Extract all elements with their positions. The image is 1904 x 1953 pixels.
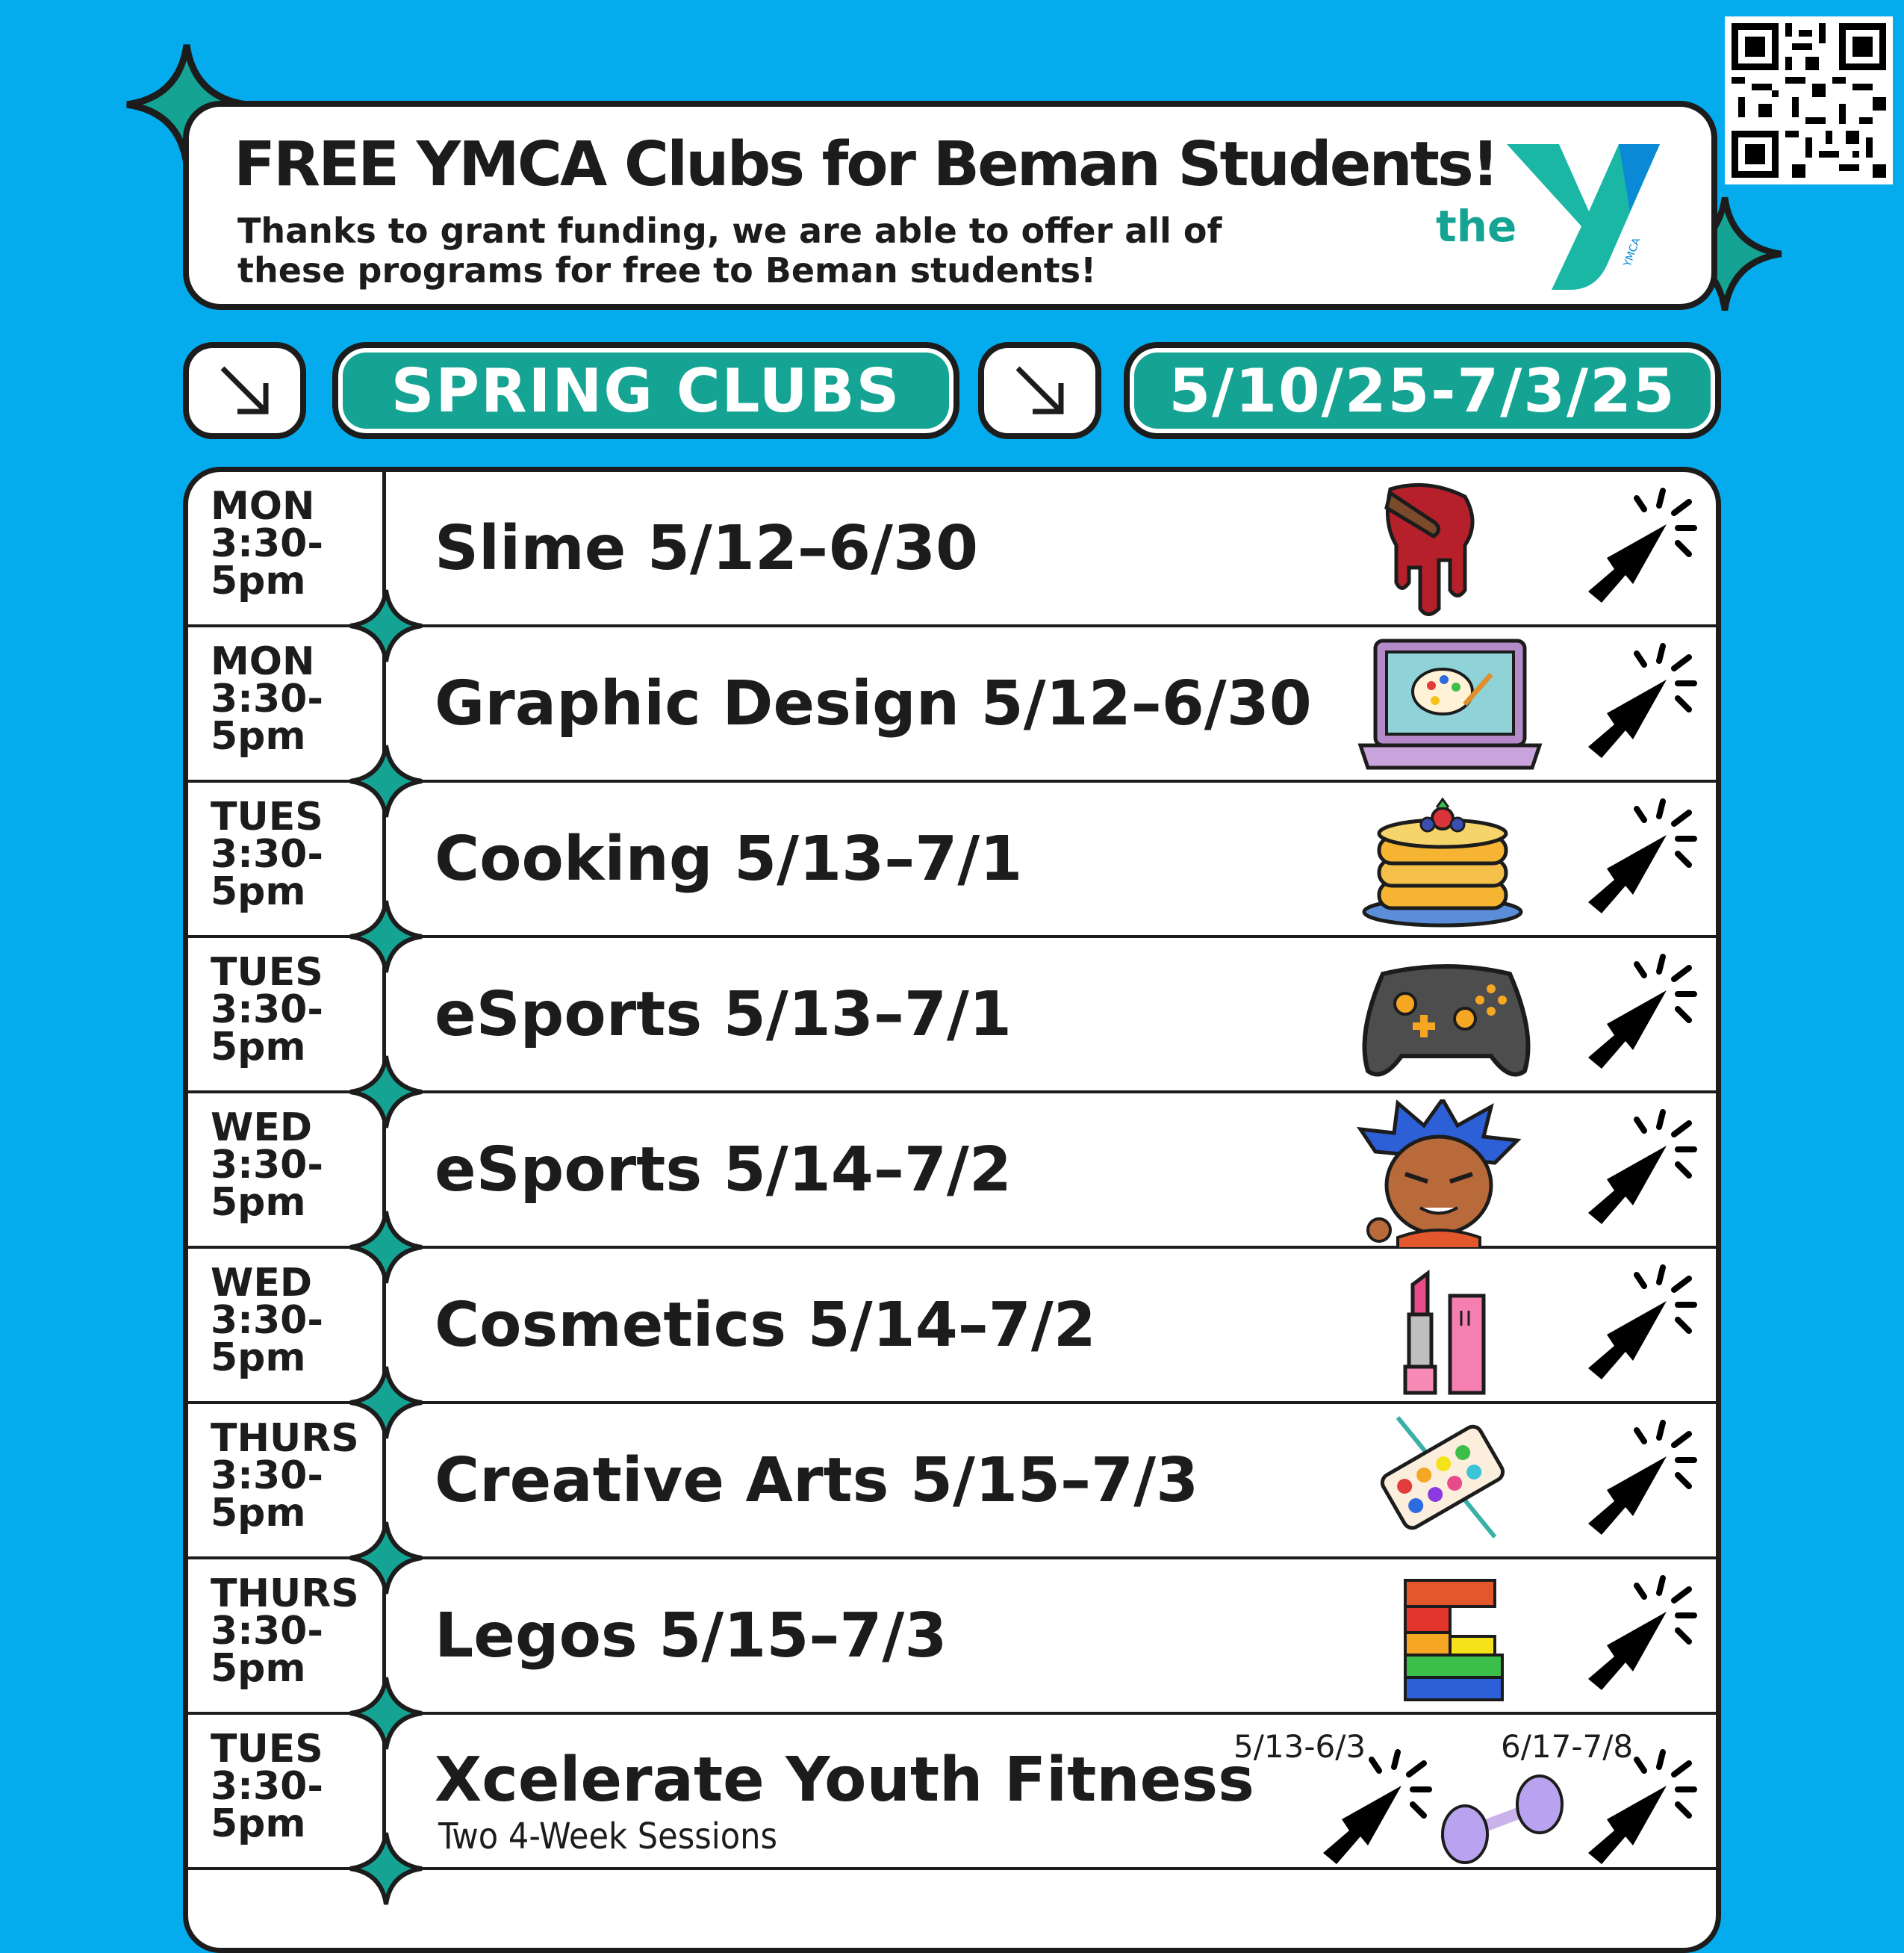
divider-diamond-icon xyxy=(345,1672,427,1754)
anime-character-icon xyxy=(1353,1099,1525,1249)
game-controller-icon xyxy=(1353,944,1540,1086)
time-start: 3:30- xyxy=(211,677,323,721)
header-card xyxy=(183,101,1717,310)
arrow-box-middle xyxy=(978,342,1101,439)
dumbbell-icon xyxy=(1413,1767,1584,1864)
time-end: 5pm xyxy=(211,1801,306,1846)
day-label: TUES xyxy=(211,1727,323,1772)
time-start: 3:30- xyxy=(211,1453,323,1498)
date-range-pill: 5/10/25-7/3/25 xyxy=(1124,342,1721,439)
divider-diamond-icon xyxy=(345,585,427,667)
click-cursor-icon[interactable] xyxy=(1573,1574,1700,1701)
laptop-palette-icon xyxy=(1353,633,1547,775)
club-name: Cooking 5/13–7/1 xyxy=(435,824,1023,895)
session-2-label: 6/17-7/8 xyxy=(1501,1728,1634,1765)
click-cursor-icon[interactable] xyxy=(1573,1108,1700,1235)
click-cursor-icon[interactable] xyxy=(1573,1264,1700,1391)
club-sub-label: Two 4-Week Sessions xyxy=(438,1816,778,1857)
arrow-down-right-icon xyxy=(215,361,275,420)
club-name: Graphic Design 5/12–6/30 xyxy=(435,668,1312,739)
time-end: 5pm xyxy=(211,1491,306,1536)
session-1-label: 5/13-6/3 xyxy=(1233,1728,1366,1765)
paint-palette-icon xyxy=(1353,1410,1525,1552)
time-end: 5pm xyxy=(211,1180,306,1225)
time-start: 3:30- xyxy=(211,1609,323,1654)
day-label: THURS xyxy=(211,1571,359,1616)
qr-code-icon[interactable] xyxy=(1725,16,1893,184)
divider-diamond-icon xyxy=(345,895,427,978)
time-end: 5pm xyxy=(211,1646,306,1691)
click-cursor-icon[interactable] xyxy=(1573,487,1700,614)
click-cursor-icon[interactable] xyxy=(1573,1748,1700,1875)
club-name: Xcelerate Youth Fitness xyxy=(435,1745,1254,1816)
time-end: 5pm xyxy=(211,1025,306,1069)
divider-diamond-icon xyxy=(345,1051,427,1133)
time-end: 5pm xyxy=(211,869,306,914)
day-label: MON xyxy=(211,484,315,529)
day-label: WED xyxy=(211,1261,313,1305)
arrow-box-left xyxy=(183,342,306,439)
divider-diamond-icon xyxy=(345,1361,427,1444)
day-label: TUES xyxy=(211,950,323,995)
click-cursor-icon[interactable] xyxy=(1573,642,1700,769)
click-cursor-icon[interactable] xyxy=(1573,1419,1700,1546)
divider-diamond-icon xyxy=(345,1517,427,1599)
divider-diamond-icon xyxy=(345,1206,427,1288)
day-label: THURS xyxy=(211,1416,359,1461)
pancakes-icon xyxy=(1353,789,1532,931)
day-label: TUES xyxy=(211,795,323,839)
time-start: 3:30- xyxy=(211,521,323,566)
season-pill: SPRING CLUBS xyxy=(332,342,959,439)
divider-diamond-icon xyxy=(345,1828,427,1910)
club-name: Slime 5/12–6/30 xyxy=(435,513,979,584)
time-start: 3:30- xyxy=(211,987,323,1032)
lego-bricks-icon xyxy=(1353,1565,1525,1707)
ymca-logo-icon xyxy=(1428,122,1675,301)
time-start: 3:30- xyxy=(211,1298,323,1343)
lipstick-icon xyxy=(1353,1255,1525,1397)
club-name: eSports 5/14–7/2 xyxy=(435,1134,1012,1205)
divider-diamond-icon xyxy=(345,740,427,822)
logo-mark: YMCA xyxy=(1621,236,1643,269)
club-name: Legos 5/15–7/3 xyxy=(435,1600,948,1671)
page-subtitle: Thanks to grant funding, we are able to offer all of these programs for free to Beman students! xyxy=(237,211,1222,291)
slime-icon xyxy=(1353,478,1502,620)
logo-text: the xyxy=(1436,201,1517,252)
arrow-down-right-icon xyxy=(1010,361,1070,420)
click-cursor-icon[interactable] xyxy=(1573,798,1700,925)
club-name: Creative Arts 5/15–7/3 xyxy=(435,1445,1199,1516)
time-end: 5pm xyxy=(211,559,306,603)
time-start: 3:30- xyxy=(211,1143,323,1187)
day-label: MON xyxy=(211,639,315,684)
time-start: 3:30- xyxy=(211,832,323,877)
club-name: Cosmetics 5/14–7/2 xyxy=(435,1290,1096,1361)
day-label: WED xyxy=(211,1105,313,1150)
click-cursor-icon[interactable] xyxy=(1308,1748,1435,1875)
time-end: 5pm xyxy=(211,1335,306,1380)
time-end: 5pm xyxy=(211,714,306,759)
club-name: eSports 5/13–7/1 xyxy=(435,979,1012,1050)
time-start: 3:30- xyxy=(211,1764,323,1809)
click-cursor-icon[interactable] xyxy=(1573,953,1700,1080)
page-title: FREE YMCA Clubs for Beman Students! xyxy=(234,129,1498,200)
